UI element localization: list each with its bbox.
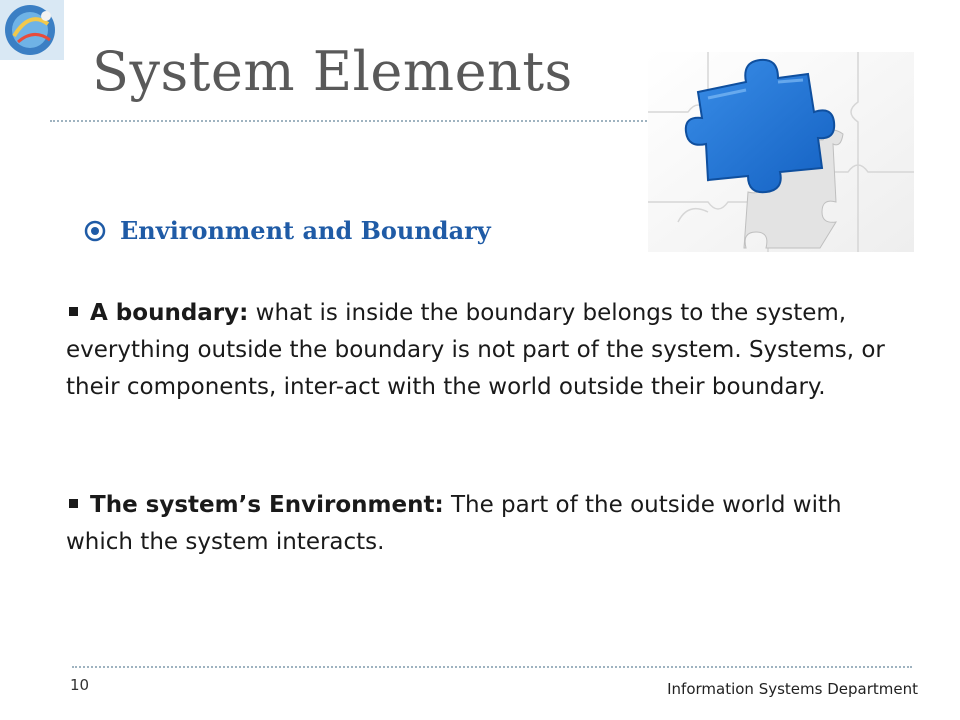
slide-title: System Elements	[92, 40, 573, 103]
target-bullet-icon	[84, 220, 106, 242]
point-text: The part of the outside world with which the system interacts.	[66, 492, 842, 555]
section-title: Environment and Boundary	[120, 216, 491, 245]
section-heading	[84, 216, 491, 245]
puzzle-piece-icon	[648, 52, 914, 252]
point-term: A boundary:	[90, 300, 249, 326]
bullet-point-environment	[66, 487, 906, 561]
page-number: 10	[70, 676, 90, 694]
point-text: what is inside the boundary belongs to the system, everything outside the boundary is not part of the system. Systems, or their components, inter-act with the world outside their boundary.	[66, 300, 885, 400]
footer-divider	[72, 666, 912, 668]
bullet-point-boundary	[66, 295, 906, 406]
square-bullet-icon	[69, 307, 78, 316]
logo-icon	[0, 0, 64, 60]
title-divider	[50, 120, 650, 122]
footer-text: Information Systems Department	[667, 680, 918, 698]
point-term: The system’s Environment:	[90, 492, 444, 518]
square-bullet-icon	[69, 499, 78, 508]
